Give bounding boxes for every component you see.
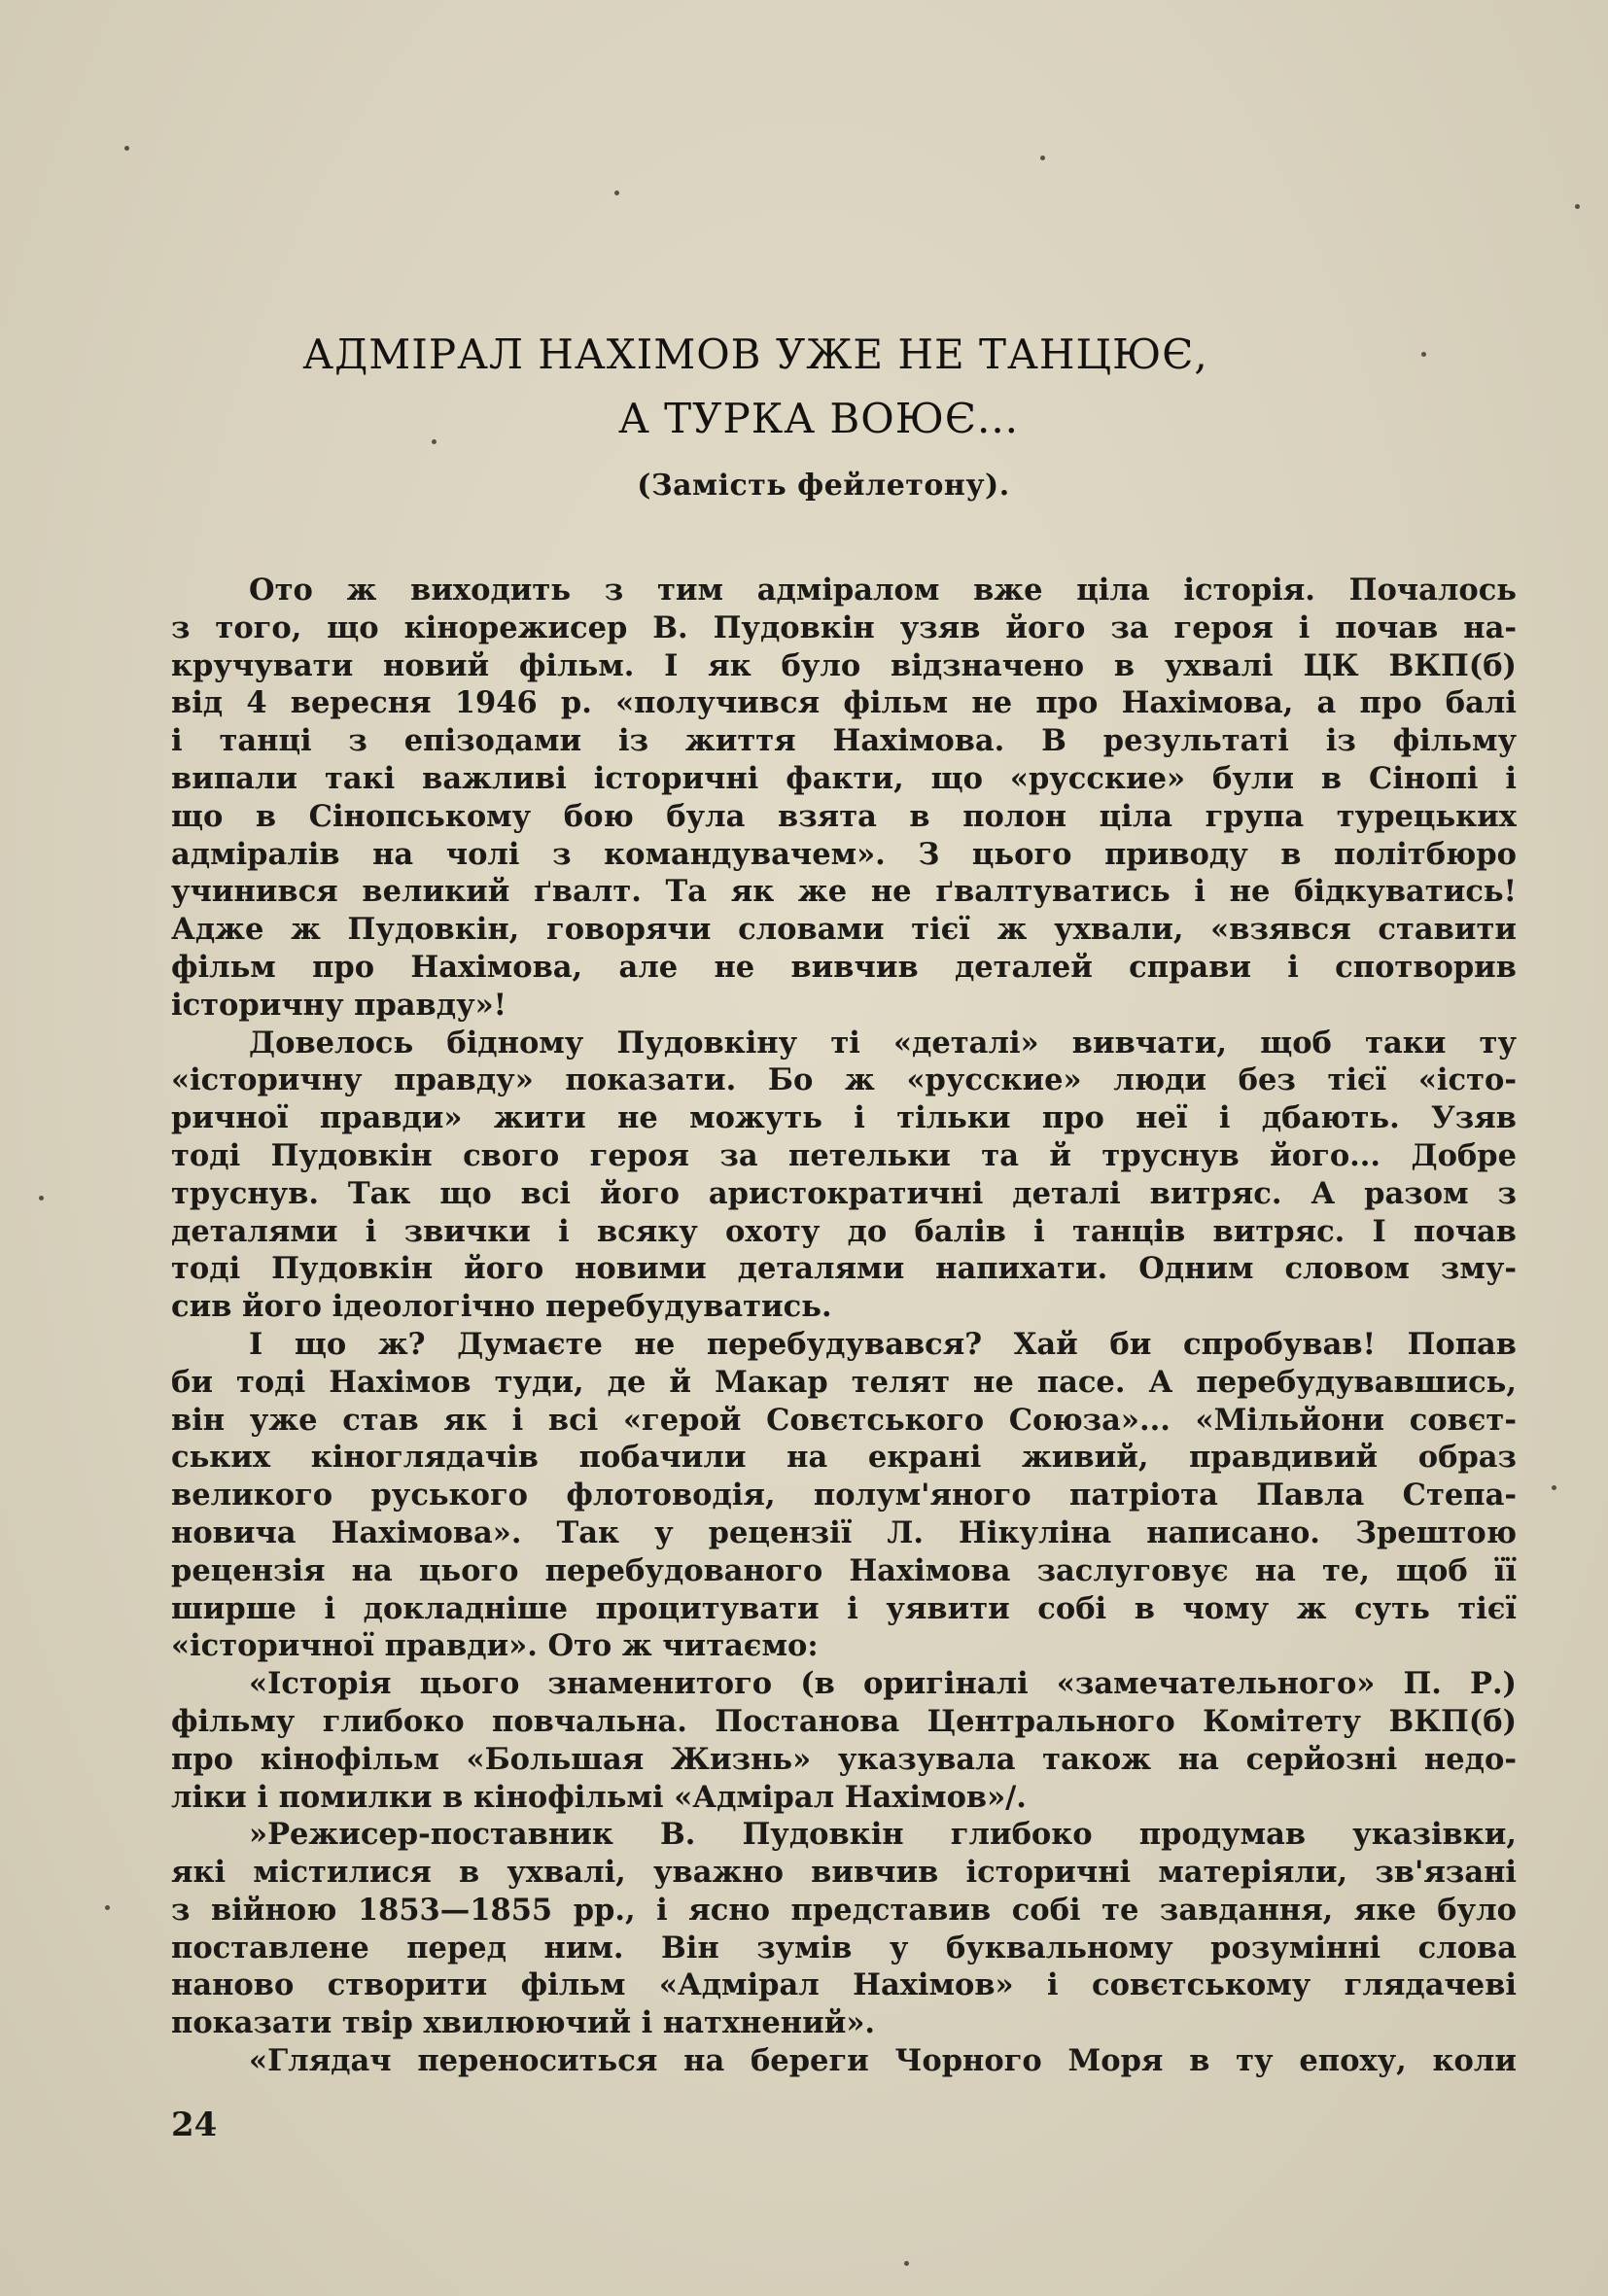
body-text-line: би тоді Нахімов туди, де й Макар телят не пасе. А перебудувавшись, (171, 1364, 1517, 1400)
article-subtitle-text: (Замість фейлетону). (637, 469, 1010, 503)
body-text-line: «історичної правди». Ото ж читаємо: (171, 1628, 819, 1664)
body-text-line: ширше і докладніше процитувати і уявити собі в чому ж суть тієї (171, 1590, 1517, 1626)
body-text-line: деталями і звички і всяку охоту до балів і танців витряс. І почав (171, 1213, 1517, 1249)
body-text-line: він уже став як і всі «герой Совєтського Союза»... «Мільйони совєт- (171, 1402, 1517, 1438)
body-text-line: Довелось бідному Пудовкіну ті «деталі» вивчати, щоб таки ту (249, 1025, 1517, 1061)
body-text-line: ричної правди» жити не можуть і тільки про неї і дбають. Узяв (171, 1100, 1517, 1136)
body-text-line: новича Нахімова». Так у рецензії Л. Нікуліна написано. Зрештою (171, 1514, 1517, 1550)
print-speck (39, 1196, 44, 1200)
body-text-line: показати твір хвилюючий і натхнений». (171, 2005, 876, 2041)
body-text-line: «Глядач переноситься на береги Чорного Моря в ту епоху, коли (249, 2043, 1517, 2079)
print-speck (1575, 204, 1580, 209)
body-text-line: наново створити фільм «Адмірал Нахімов» і совєтському глядачеві (171, 1967, 1517, 2003)
print-speck (124, 146, 129, 151)
body-text-line: «історичну правду» показати. Бо ж «русские» люди без тієї «істо- (171, 1062, 1517, 1098)
body-text-line: фільму глибоко повчальна. Постанова Центрального Комітету ВКП(б) (171, 1703, 1517, 1739)
body-text-line: адміралів на чолі з командувачем». З цього приводу в політбюро (171, 836, 1517, 872)
body-text-line: ліки і помилки в кінофільмі «Адмірал Нахімов»/. (171, 1779, 1027, 1815)
body-text-line: з того, що кінорежисер В. Пудовкін узяв його за героя і почав на- (171, 609, 1517, 645)
body-text-line: труснув. Так що всі його аристократичні деталі витряс. А разом з (171, 1175, 1517, 1211)
body-text-line: сив його ідеологічно перебудуватись. (171, 1289, 832, 1325)
article-title-line-1: АДМІРАЛ НАХІМОВ УЖЕ НЕ ТАНЦЮЄ, (302, 330, 1208, 378)
body-text-line: »Режисер-поставник В. Пудовкін глибоко продумав указівки, (249, 1817, 1517, 1853)
body-text-line: які містилися в ухвалі, уважно вивчив історичні матеріяли, зв'язані (171, 1855, 1517, 1891)
print-speck (904, 2261, 909, 2266)
body-text-line: про кінофільм «Большая Жизнь» указувала також на серйозні недо- (171, 1741, 1517, 1777)
body-text-line: випали такі важливі історичні факти, що «русские» були в Сінопі і (171, 760, 1517, 796)
article-subtitle (0, 469, 1608, 503)
article-title-line-2: А ТУРКА ВОЮЄ... (617, 395, 1020, 442)
body-text-line: Ото ж виходить з тим адміралом вже ціла історія. Почалось (249, 573, 1517, 608)
body-text-line: тоді Пудовкін його новими деталями напихати. Одним словом зму- (171, 1251, 1517, 1287)
article-body (171, 572, 1517, 2080)
body-text-line: І що ж? Думаєте не перебудувався? Хай би спробував! Попав (249, 1326, 1517, 1362)
body-text-line: ських кіноглядачів побачили на екрані живий, правдивий образ (171, 1440, 1517, 1476)
body-text-line: Адже ж Пудовкін, говорячи словами тієї ж ухвали, «взявся ставити (171, 912, 1517, 948)
body-text-line: від 4 вересня 1946 р. «получився фільм не про Нахімова, а про балі (171, 685, 1517, 721)
print-speck (1552, 1485, 1556, 1490)
body-text-line: великого руського флотоводія, полум'яного патріота Павла Степа- (171, 1478, 1517, 1513)
body-text-line: що в Сінопському бою була взята в полон ціла група турецьких (171, 798, 1517, 834)
body-text-line: з війною 1853—1855 рр., і ясно представив собі те завдання, яке було (171, 1892, 1517, 1928)
body-text-line: поставлене перед ним. Він зумів у буквальному розумінні слова (171, 1930, 1517, 1966)
body-text-line: тоді Пудовкін свого героя за петельки та й труснув його... Добре (171, 1137, 1517, 1173)
body-text-line: історичну правду»! (171, 987, 507, 1023)
article-title (0, 323, 1608, 451)
print-speck (105, 1905, 110, 1910)
page-number: 24 (171, 2105, 218, 2144)
print-speck (1040, 156, 1045, 160)
body-text-line: «Історія цього знаменитого (в оригіналі «замечательного» П. Р.) (249, 1666, 1517, 1702)
print-speck (614, 191, 619, 195)
body-text-line: рецензія на цього перебудованого Нахімова заслуговує на те, щоб її (171, 1552, 1517, 1588)
body-text-line: і танці з епізодами із життя Нахімова. В результаті із фільму (171, 723, 1517, 759)
body-text-line: фільм про Нахімова, але не вивчив деталей справи і спотворив (171, 949, 1517, 985)
body-text-line: кручувати новий фільм. І як було відзначено в ухвалі ЦК ВКП(б) (171, 647, 1517, 683)
body-text-line: учинився великий ґвалт. Та як же не ґвалтуватись і не бідкуватись! (171, 874, 1517, 910)
